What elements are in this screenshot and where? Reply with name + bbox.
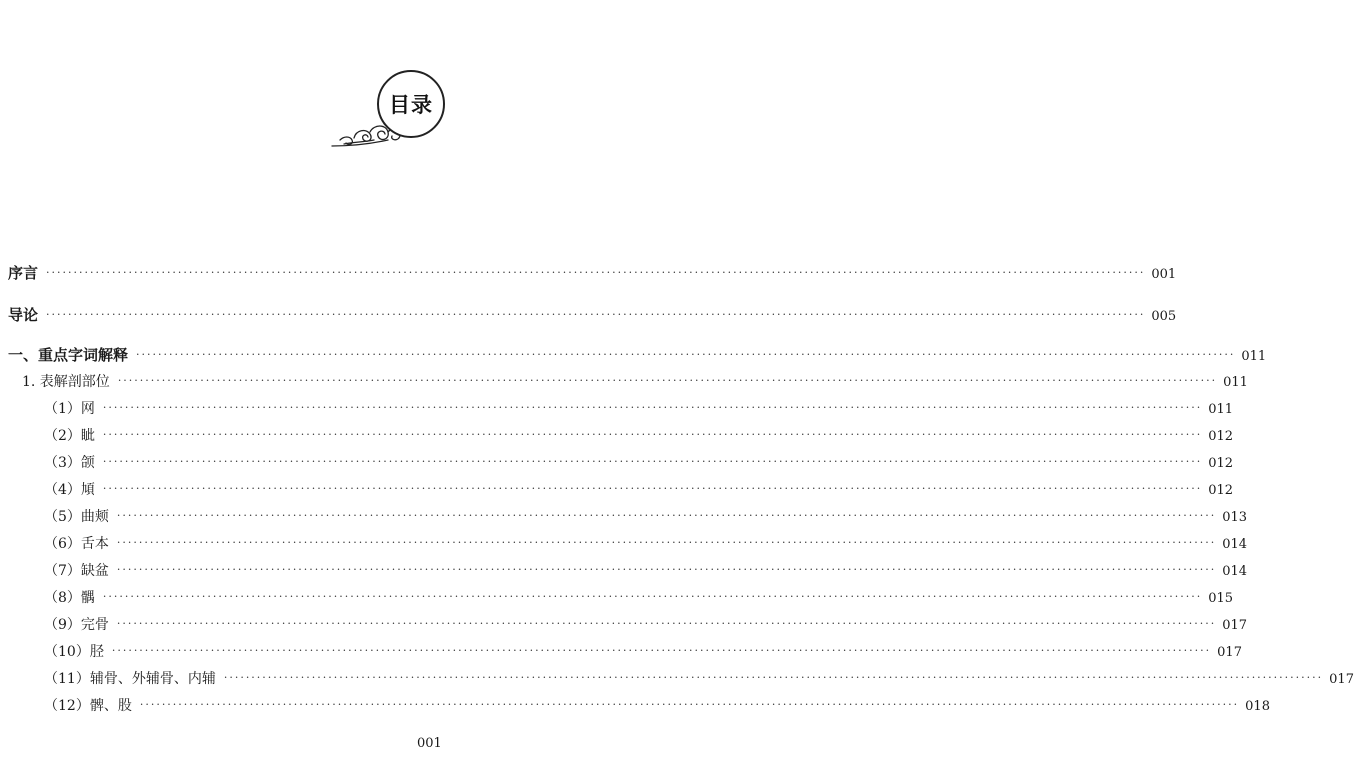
toc-entry-label: （12）髀、股 xyxy=(44,698,132,714)
toc-leader-dots: ········································································································································································································ xyxy=(111,644,1212,657)
toc-entry-page: 015 xyxy=(1208,591,1234,606)
toc-entry-label: （1）网 xyxy=(44,401,95,417)
toc-entry-label: （9）完骨 xyxy=(44,617,109,633)
toc-leader-dots: ········································································································································································································ xyxy=(102,401,1203,414)
toc-entry-page: 011 xyxy=(1223,375,1248,390)
toc-entry-page: 005 xyxy=(1151,309,1177,324)
toc-leader-dots: ········································································································································································································ xyxy=(223,671,1324,684)
toc-entry-label: （7）缺盆 xyxy=(44,563,109,579)
toc-leader-dots: ········································································································································································································ xyxy=(139,698,1240,711)
page-number: 001 xyxy=(417,736,442,751)
toc-entry-page: 014 xyxy=(1222,564,1248,579)
toc-entry[interactable] xyxy=(8,263,1177,283)
toc-leader-dots: ········································································································································································································ xyxy=(117,374,1218,387)
toc-leader-dots: ········································································································································································································ xyxy=(102,482,1203,495)
toc-entry-label: （2）眦 xyxy=(44,428,95,444)
toc-leader-dots: ········································································································································································································ xyxy=(116,536,1217,549)
toc-entry-page: 013 xyxy=(1222,510,1248,525)
toc-entry[interactable] xyxy=(8,345,1267,365)
toc-entry[interactable] xyxy=(44,480,1234,500)
toc-leader-dots: ········································································································································································································ xyxy=(102,590,1203,603)
toc-entry[interactable] xyxy=(44,696,1270,716)
toc-entry-page: 017 xyxy=(1329,672,1354,687)
toc-entry[interactable] xyxy=(44,426,1234,446)
toc-leader-dots: ········································································································································································································ xyxy=(116,617,1217,630)
toc-leader-dots: ········································································································································································································ xyxy=(116,563,1217,576)
toc-entry-page: 011 xyxy=(1208,402,1234,417)
toc-entry-label: （3）颌 xyxy=(44,455,95,471)
toc-entry[interactable] xyxy=(22,372,1248,392)
toc-leader-dots: ········································································································································································································ xyxy=(102,428,1203,441)
toc-entry[interactable] xyxy=(44,669,1354,689)
toc-entry[interactable] xyxy=(44,642,1242,662)
toc-entry[interactable] xyxy=(8,305,1177,325)
toc-entry[interactable] xyxy=(44,561,1248,581)
toc-entry-label: （10）胫 xyxy=(44,644,104,660)
toc-entry-label: （6）舌本 xyxy=(44,536,109,552)
toc-entry-label: 序言 xyxy=(8,264,39,282)
toc-entry[interactable] xyxy=(44,507,1248,527)
toc-leader-dots: ········································································································································································································ xyxy=(116,509,1217,522)
toc-entry-page: 012 xyxy=(1208,456,1234,471)
toc-entry-page: 012 xyxy=(1208,483,1234,498)
toc-leader-dots: ········································································································································································································ xyxy=(46,266,1146,279)
toc-entry-label: 一、重点字词解释 xyxy=(8,346,129,364)
toc-leader-dots: ········································································································································································································ xyxy=(136,348,1236,361)
toc-entry-page: 011 xyxy=(1241,349,1267,364)
toc-entry[interactable] xyxy=(44,534,1248,554)
toc-entry-page: 017 xyxy=(1217,645,1242,660)
toc-entry-page: 012 xyxy=(1208,429,1234,444)
toc-entry-page: 014 xyxy=(1222,537,1248,552)
toc-entry-page: 001 xyxy=(1151,267,1177,282)
toc-entry-label: （11）辅骨、外辅骨、内辅 xyxy=(44,671,216,687)
toc-entry-label: 导论 xyxy=(8,306,39,324)
toc-entry[interactable] xyxy=(44,453,1234,473)
toc-leader-dots: ········································································································································································································ xyxy=(46,308,1146,321)
toc-entry-label: （4）頄 xyxy=(44,482,95,498)
toc-entry-label: （8）髃 xyxy=(44,590,95,606)
toc-entry-page: 018 xyxy=(1245,699,1270,714)
toc-leader-dots: ········································································································································································································ xyxy=(102,455,1203,468)
toc-entry-label: 1. 表解剖部位 xyxy=(22,374,110,390)
toc-entry[interactable] xyxy=(44,615,1248,635)
page-title: 目录 xyxy=(389,93,433,117)
toc-entry[interactable] xyxy=(44,588,1234,608)
toc-entry-page: 017 xyxy=(1222,618,1248,633)
header-emblem xyxy=(330,58,460,158)
toc-entry-label: （5）曲颊 xyxy=(44,509,109,525)
toc-entry[interactable] xyxy=(44,399,1234,419)
